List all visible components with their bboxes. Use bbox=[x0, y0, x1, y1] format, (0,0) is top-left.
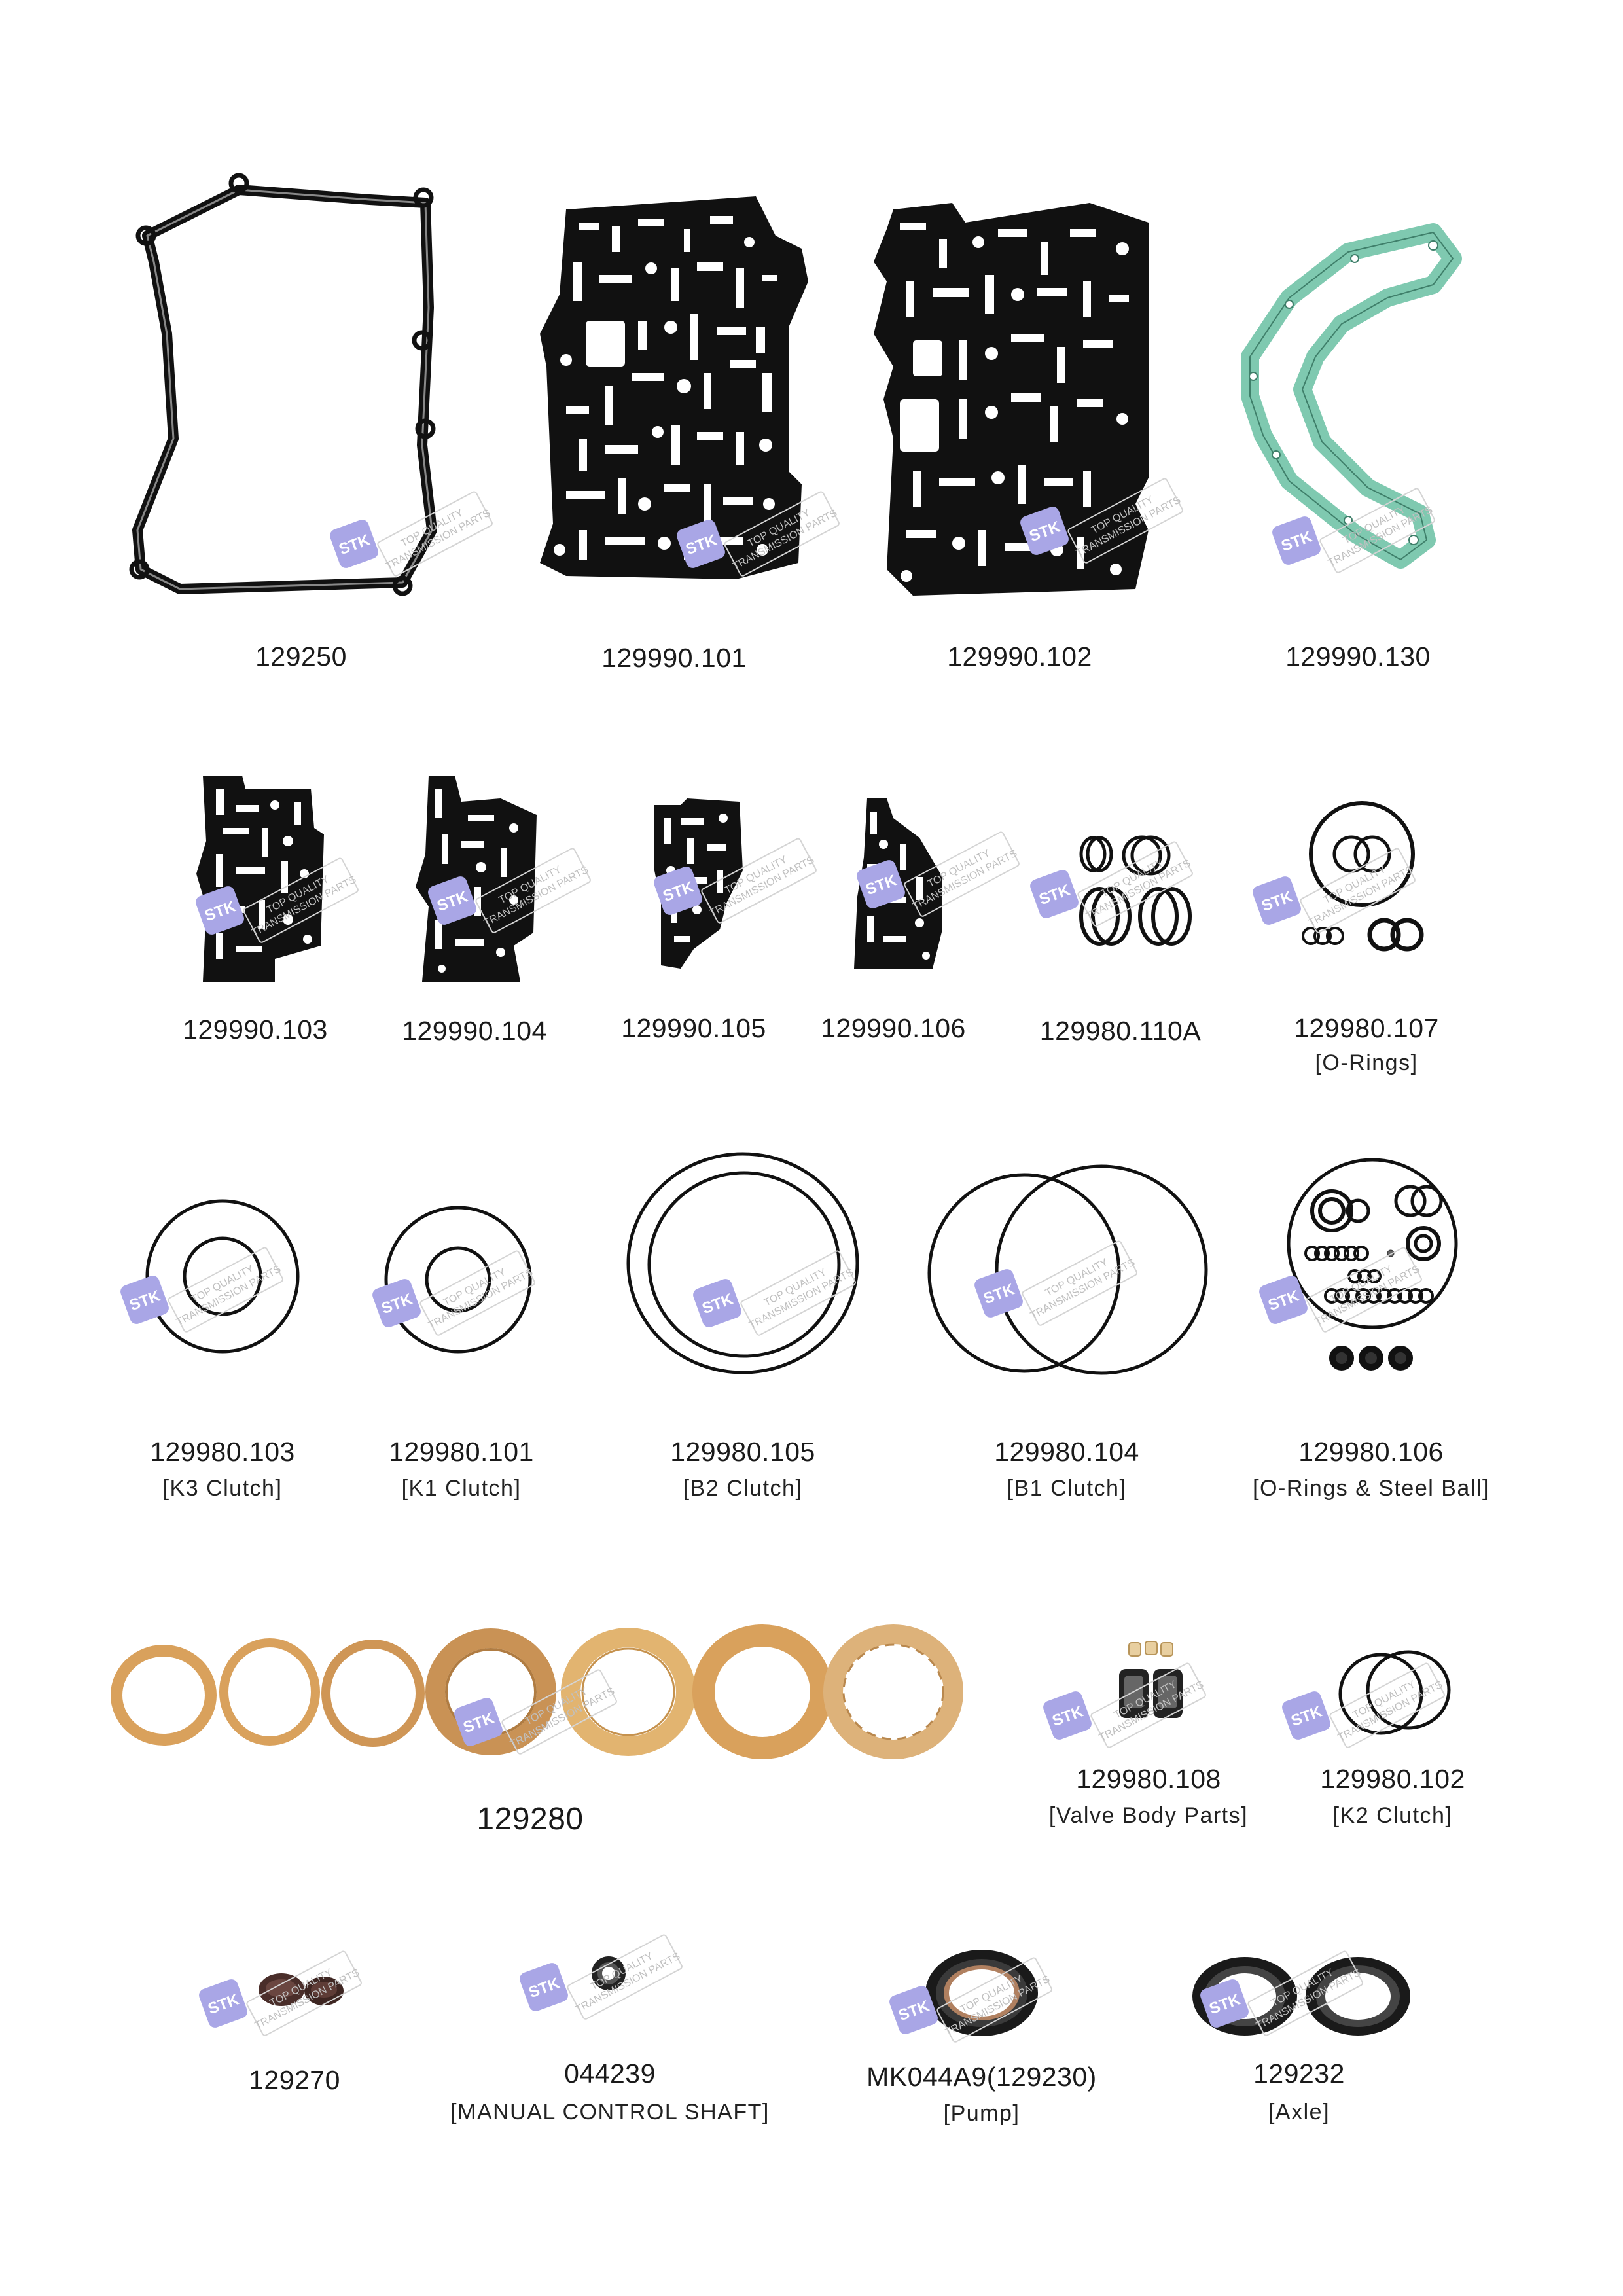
part-code: 129980.105 bbox=[670, 1437, 815, 1467]
part-description: [MANUAL CONTROL SHAFT] bbox=[450, 2100, 770, 2125]
part-code: 129980.108 bbox=[1076, 1764, 1221, 1794]
watermark-logo bbox=[203, 1970, 366, 2042]
watermark-logo bbox=[861, 851, 1024, 923]
part-description: [Axle] bbox=[1268, 2100, 1330, 2125]
part-description: [K1 Clutch] bbox=[401, 1476, 522, 1501]
watermark-logo bbox=[1286, 1682, 1450, 1754]
watermark-logo bbox=[978, 1260, 1142, 1332]
part-code: 129232 bbox=[1253, 2058, 1345, 2089]
part-code: 129270 bbox=[249, 2065, 340, 2095]
part-code: 129990.105 bbox=[621, 1013, 766, 1043]
part-description: [B2 Clutch] bbox=[683, 1476, 803, 1501]
watermark-logo bbox=[1263, 1266, 1427, 1338]
watermark-logo bbox=[1024, 497, 1188, 569]
watermark-logo bbox=[893, 1977, 1057, 2049]
watermark-logo bbox=[681, 511, 844, 583]
watermark-logo bbox=[124, 1266, 288, 1338]
part-description: [K3 Clutch] bbox=[162, 1476, 283, 1501]
watermark-logo bbox=[658, 857, 821, 929]
part-code: 129980.110A bbox=[1039, 1016, 1202, 1046]
watermark-logo bbox=[376, 1270, 540, 1342]
part-code: 129990.101 bbox=[601, 643, 747, 673]
part-code: 129990.106 bbox=[821, 1013, 966, 1043]
watermark-logo bbox=[458, 1689, 622, 1761]
part-description: [Valve Body Parts] bbox=[1048, 1803, 1249, 1828]
part-code: 129980.102 bbox=[1320, 1764, 1465, 1794]
part-code: 129980.107 bbox=[1294, 1013, 1439, 1043]
part-code: 129990.102 bbox=[947, 641, 1092, 672]
watermark-logo bbox=[1047, 1682, 1211, 1754]
part-description: [O-Rings] bbox=[1315, 1050, 1418, 1075]
watermark-logo bbox=[334, 511, 497, 583]
watermark-logo bbox=[432, 867, 596, 939]
part-code: 129980.103 bbox=[150, 1437, 295, 1467]
part-description: [K2 Clutch] bbox=[1332, 1803, 1453, 1828]
part-code: 129250 bbox=[255, 641, 347, 672]
part-code: MK044A9(129230) bbox=[866, 2062, 1097, 2092]
part-code: 129280 bbox=[476, 1802, 584, 1837]
watermark-logo bbox=[1257, 867, 1420, 939]
watermark-logo bbox=[1204, 1970, 1368, 2042]
watermark-logo bbox=[1276, 507, 1440, 579]
part-description: [O-Rings & Steel Ball] bbox=[1253, 1476, 1489, 1501]
part-code: 129980.106 bbox=[1298, 1437, 1444, 1467]
watermark-logo bbox=[697, 1270, 861, 1342]
part-code: 044239 bbox=[564, 2058, 656, 2089]
watermark-logo bbox=[1034, 861, 1198, 933]
part-description: [Pump] bbox=[943, 2101, 1020, 2126]
part-code: 129990.103 bbox=[183, 1014, 328, 1045]
part-code: 129980.104 bbox=[994, 1437, 1139, 1467]
watermark-logo bbox=[200, 877, 363, 949]
part-code: 129990.130 bbox=[1285, 641, 1431, 672]
part-code: 129990.104 bbox=[402, 1016, 547, 1046]
part-code: 129980.101 bbox=[389, 1437, 534, 1467]
part-description: [B1 Clutch] bbox=[1007, 1476, 1127, 1501]
watermark-logo bbox=[524, 1954, 687, 2026]
